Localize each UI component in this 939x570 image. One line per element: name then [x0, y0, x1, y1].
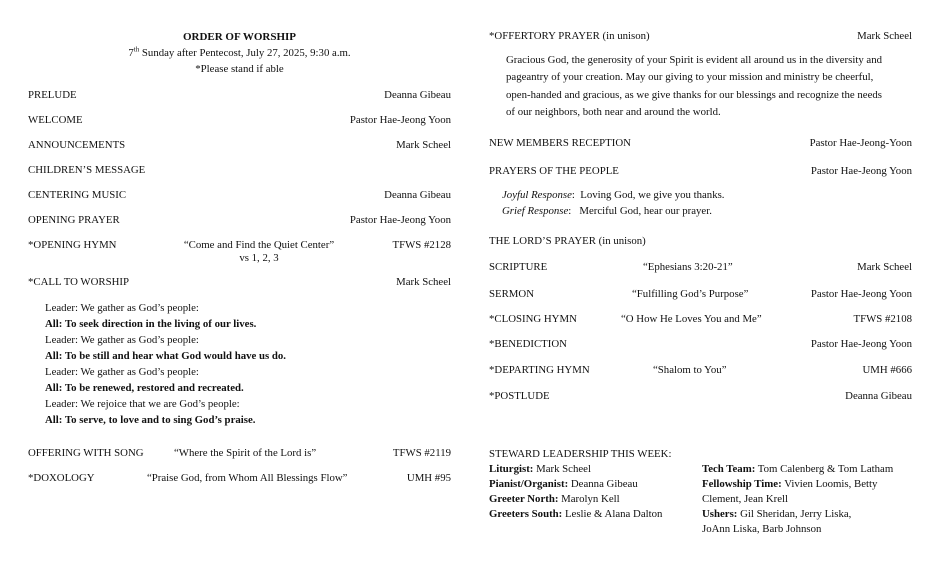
new-members-person: Pastor Hae-Jeong-Yoon — [809, 137, 912, 149]
sermon-title: “Fulfilling God’s Purpose” — [632, 288, 749, 300]
litany-line: Leader: We gather as God’s people: — [45, 366, 199, 378]
ushers-names: Gil Sheridan, Jerry Liska, — [737, 508, 852, 520]
pianist-label: Pianist/Organist: — [489, 478, 569, 490]
lords-prayer-label: THE LORD’S PRAYER (in unison) — [489, 235, 646, 247]
opening-hymn-verses: vs 1, 2, 3 — [239, 252, 279, 264]
liturgist-name: Mark Scheel — [533, 463, 591, 475]
steward-heading: STEWARD LEADERSHIP THIS WEEK: — [489, 448, 672, 460]
joyful-response-label: Joyful Response — [502, 189, 572, 201]
announcements-person: Mark Scheel — [396, 139, 451, 151]
litany-line: All: To seek direction in the living of our lives. — [45, 318, 257, 330]
offering-title: “Where the Spirit of the Lord is” — [174, 447, 317, 459]
fellowship-label: Fellowship Time: — [702, 478, 782, 490]
opening-hymn-title-block — [180, 239, 338, 265]
centering-music-person: Deanna Gibeau — [384, 189, 451, 201]
steward-greeter-north — [489, 492, 662, 507]
grief-response-text: Merciful God, hear our prayer. — [579, 205, 712, 217]
scripture-title: “Ephesians 3:20-21” — [643, 261, 733, 273]
litany-line: Leader: We gather as God’s people: — [45, 302, 199, 314]
prayer-line: open-handed and gracious, as we give thanks for our blessings and recognize the needs — [506, 88, 882, 101]
postlude-person: Deanna Gibeau — [845, 390, 912, 402]
date-text: Sunday after Pentecost, July 27, 2025, 9:30 a.m. — [139, 47, 351, 59]
doxology-title: “Praise God, from Whom All Blessings Flow” — [147, 472, 348, 484]
departing-hymn-ref: UMH #666 — [862, 364, 912, 376]
closing-hymn-ref: TFWS #2108 — [853, 313, 912, 325]
greeters-south-label: Greeters South: — [489, 508, 563, 520]
benediction-person: Pastor Hae-Jeong Yoon — [810, 338, 912, 350]
date-line — [28, 47, 451, 59]
tech-names: Tom Calenberg & Tom Latham — [755, 463, 894, 475]
announcements-label: ANNOUNCEMENTS — [28, 139, 126, 151]
greeter-north-name: Marolyn Kell — [558, 493, 620, 505]
litany-line: Leader: We gather as God’s people: — [45, 334, 199, 346]
grief-response: Grief Response: Merciful God, hear our prayer. — [502, 205, 712, 217]
grief-response-label: Grief Response — [502, 205, 569, 217]
liturgist-label: Liturgist: — [489, 463, 534, 475]
litany-line: Leader: We rejoice that we are God’s people: — [45, 398, 240, 410]
sunday-number: 7 — [128, 47, 134, 59]
litany-line: All: To be still and hear what God would have us do. — [45, 350, 286, 362]
steward-greeters-south — [489, 507, 662, 522]
sermon-person: Pastor Hae-Jeong Yoon — [810, 288, 912, 300]
ushers-label: Ushers: — [702, 508, 738, 520]
call-to-worship-label: *CALL TO WORSHIP — [28, 276, 129, 288]
closing-hymn-label: *CLOSING HYMN — [489, 313, 577, 325]
steward-pianist — [489, 477, 662, 492]
fellowship-names-cont: Clement, Jean Krell — [702, 493, 789, 505]
scripture-label: SCRIPTURE — [489, 261, 548, 273]
steward-tech — [702, 462, 893, 477]
opening-hymn-title: “Come and Find the Quiet Center” — [183, 239, 335, 251]
closing-hymn-title: “O How He Loves You and Me” — [621, 313, 762, 325]
prelude-label: PRELUDE — [28, 89, 77, 101]
greeter-north-label: Greeter North: — [489, 493, 559, 505]
prayers-people-label: PRAYERS OF THE PEOPLE — [489, 165, 619, 177]
offertory-prayer-text — [506, 52, 912, 121]
new-members-label: NEW MEMBERS RECEPTION — [489, 137, 631, 149]
scripture-person: Mark Scheel — [857, 261, 912, 273]
offering-ref: TFWS #2119 — [392, 447, 451, 459]
fellowship-names: Vivien Loomis, Betty — [781, 478, 878, 490]
steward-left-list — [489, 462, 662, 522]
call-to-worship-person: Mark Scheel — [396, 276, 451, 288]
postlude-label: *POSTLUDE — [489, 390, 550, 402]
benediction-label: *BENEDICTION — [489, 338, 567, 350]
offering-label: OFFERING WITH SONG — [28, 447, 144, 459]
welcome-person: Pastor Hae-Jeong Yoon — [349, 114, 451, 126]
doxology-label: *DOXOLOGY — [28, 472, 95, 484]
steward-liturgist — [489, 462, 662, 477]
tech-label: Tech Team: — [702, 463, 756, 475]
childrens-message-label: CHILDREN’S MESSAGE — [28, 164, 146, 176]
greeters-south-names: Leslie & Alana Dalton — [562, 508, 663, 520]
litany-line: All: To serve, to love and to sing God’s praise. — [45, 414, 256, 426]
stand-note: *Please stand if able — [195, 63, 284, 75]
litany-line: All: To be renewed, restored and recreated. — [45, 382, 244, 394]
joyful-response: Joyful Response: Loving God, we give you thanks. — [502, 189, 725, 201]
departing-hymn-label: *DEPARTING HYMN — [489, 364, 590, 376]
joyful-response-text: Loving God, we give you thanks. — [580, 189, 725, 201]
page-title: ORDER OF WORSHIP — [182, 31, 297, 43]
opening-hymn-label: *OPENING HYMN — [28, 239, 117, 251]
offertory-prayer-person: Mark Scheel — [857, 30, 912, 42]
centering-music-label: CENTERING MUSIC — [28, 189, 127, 201]
sunday-suffix: th — [133, 45, 140, 54]
prayers-people-person: Pastor Hae-Jeong Yoon — [810, 165, 912, 177]
prayer-line: Gracious God, the generosity of your Spirit is evident all around us in the diversity and — [506, 54, 883, 66]
sermon-label: SERMON — [489, 288, 534, 300]
prayer-line: pageantry of your creation. May our giving to your mission and ministry be cheerful, — [506, 71, 874, 84]
prayer-line: of our neighbors, both near and around the world. — [506, 105, 721, 118]
steward-right-list — [702, 462, 893, 537]
opening-prayer-label: OPENING PRAYER — [28, 214, 120, 226]
welcome-label: WELCOME — [28, 114, 83, 126]
steward-fellowship — [702, 477, 893, 492]
doxology-ref: UMH #95 — [406, 472, 451, 484]
opening-prayer-person: Pastor Hae-Jeong Yoon — [349, 214, 451, 226]
prelude-person: Deanna Gibeau — [384, 89, 451, 101]
offertory-prayer-label: *OFFERTORY PRAYER (in unison) — [489, 30, 650, 42]
ushers-names-cont: JoAnn Liska, Barb Johnson — [702, 523, 822, 535]
steward-ushers — [702, 507, 893, 522]
pianist-name: Deanna Gibeau — [568, 478, 638, 490]
departing-hymn-title: “Shalom to You” — [653, 364, 727, 376]
opening-hymn-ref: TFWS #2128 — [392, 239, 451, 251]
